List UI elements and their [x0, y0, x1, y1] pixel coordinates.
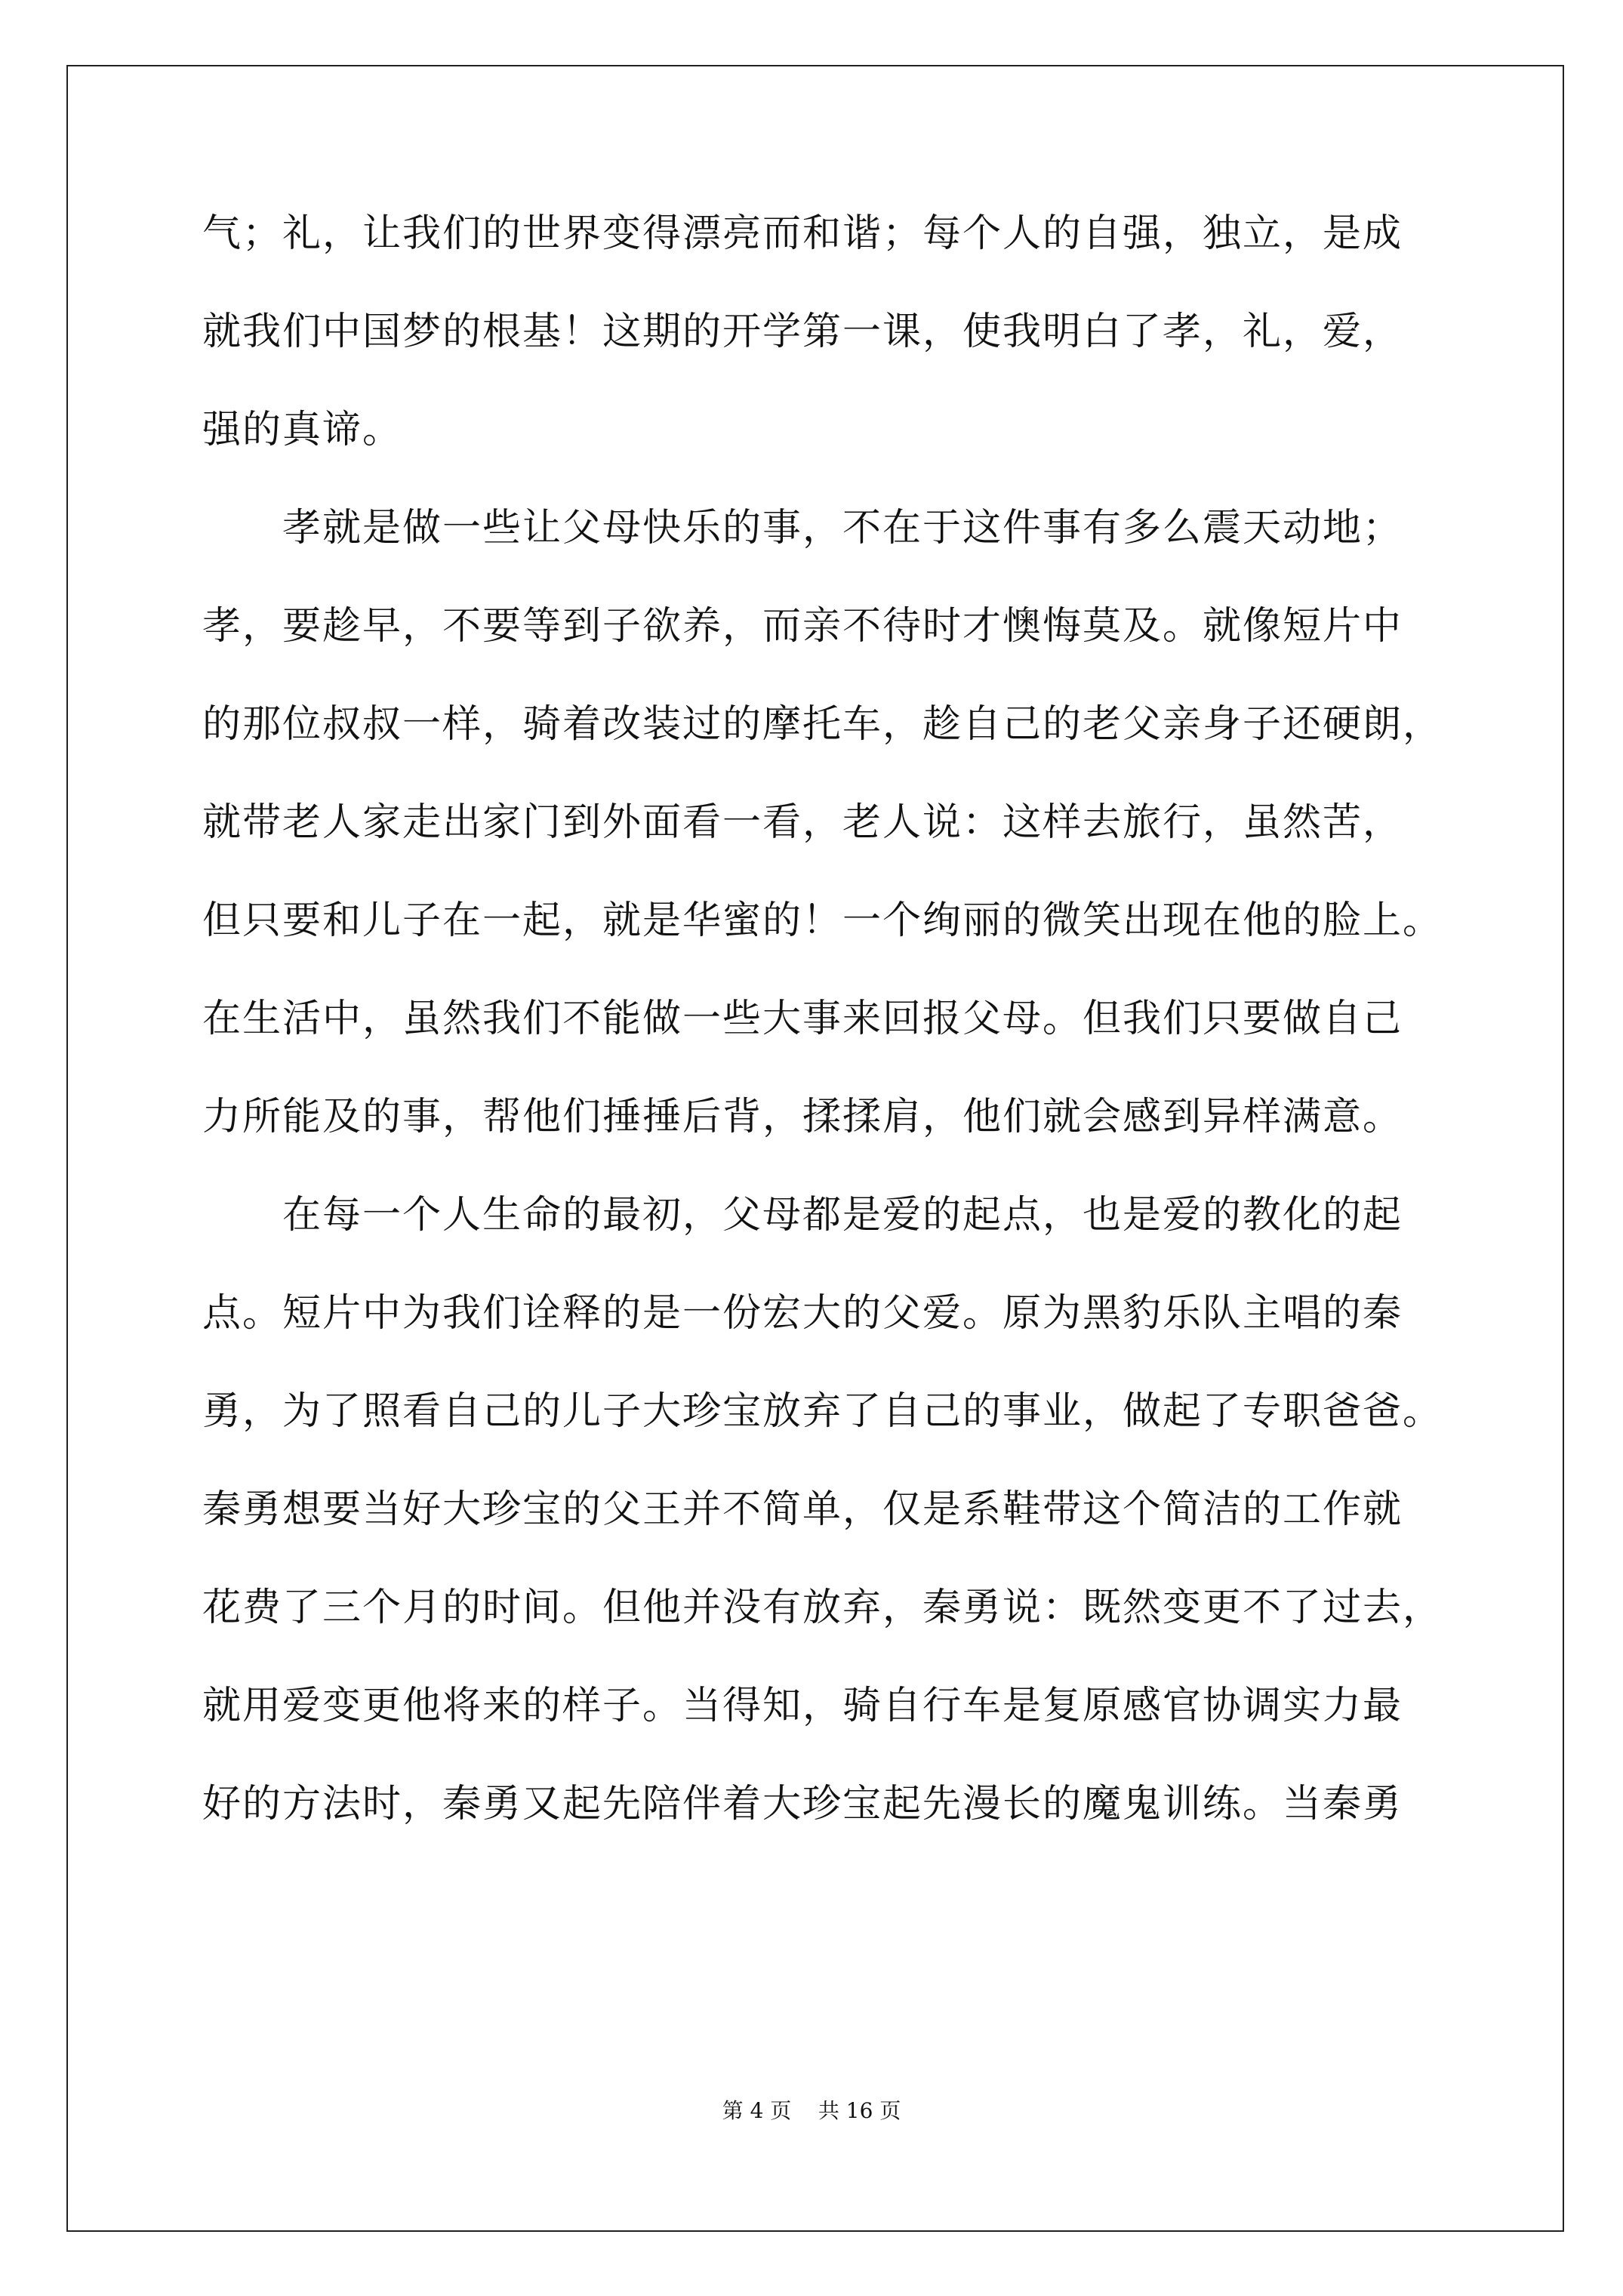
body-line-7: 就带老人家走出家门到外面看一看，老人说：这样去旅行，虽然苦，: [202, 800, 1403, 845]
body-line-17: 好的方法时，秦勇又起先陪伴着大珍宝起先漫长的魔鬼训练。当秦勇: [202, 1782, 1403, 1826]
body-line-14: 秦勇想要当好大珍宝的父王并不简单，仅是系鞋带这个简洁的工作就: [202, 1487, 1403, 1532]
body-line-13: 勇，为了照看自己的儿子大珍宝放弃了自己的事业，做起了专职爸爸。: [202, 1389, 1443, 1434]
paragraph-start-line: 在每一个人生命的最初，父母都是爱的起点，也是爱的教化的起: [282, 1193, 1403, 1237]
page-number-footer: 第 4 页 共 16 页: [722, 2098, 901, 2123]
body-line-2: 就我们中国梦的根基！这期的开学第一课，使我明白了孝，礼，爱，: [202, 310, 1403, 354]
body-line-12: 点。短片中为我们诠释的是一份宏大的父爱。原为黑豹乐队主唱的秦: [202, 1291, 1403, 1336]
body-line-5: 孝，要趁早，不要等到子欲养，而亲不待时才懊悔莫及。就像短片中: [202, 604, 1403, 649]
body-line-15: 花费了三个月的时间。但他并没有放弃，秦勇说：既然变更不了过去，: [202, 1586, 1443, 1630]
body-line-9: 在生活中，虽然我们不能做一些大事来回报父母。但我们只要做自己: [202, 997, 1403, 1041]
page-border: [66, 65, 1564, 2232]
body-line-6: 的那位叔叔一样，骑着改装过的摩托车，趁自己的老父亲身子还硬朗，: [202, 702, 1443, 747]
body-line-10: 力所能及的事，帮他们捶捶后背，揉揉肩，他们就会感到异样满意。: [202, 1095, 1403, 1139]
body-line-3: 强的真谛。: [202, 408, 403, 452]
body-line-16: 就用爱变更他将来的样子。当得知，骑自行车是复原感官协调实力最: [202, 1684, 1403, 1728]
paragraph-start-line: 孝就是做一些让父母快乐的事，不在于这件事有多么震天动地；: [282, 506, 1403, 550]
body-line-8: 但只要和儿子在一起，就是华蜜的！一个绚丽的微笑出现在他的脸上。: [202, 898, 1443, 943]
body-line-1: 气；礼，让我们的世界变得漂亮而和谐；每个人的自强，独立，是成: [202, 211, 1403, 256]
